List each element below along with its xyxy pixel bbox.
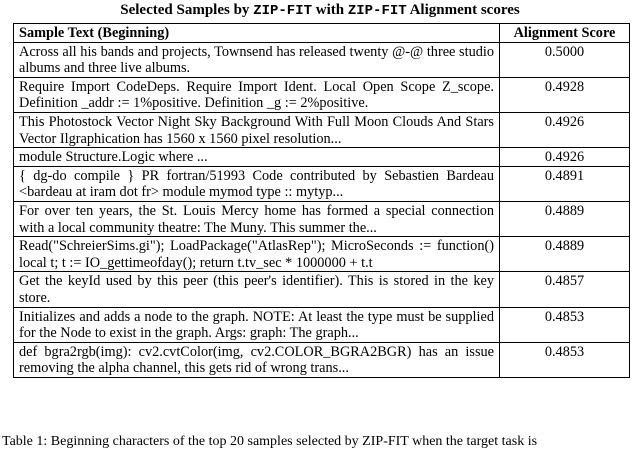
sample-text-cell: For over ten years, the St. Louis Mercy home has formed a special connection with a local community theatre: The Muny. This summer the... <box>14 201 500 236</box>
table-row <box>14 342 630 377</box>
title-suffix: Alignment scores <box>406 2 520 18</box>
sample-text-cell: Initializes and adds a node to the graph. NOTE: At least the type must be supplied for the Node to exist in the graph. Args: graph: The graph... <box>14 307 500 342</box>
table-row <box>14 272 630 307</box>
sample-text-cell: module Structure.Logic where ... <box>14 148 500 167</box>
table-header-row <box>14 24 630 43</box>
samples-table <box>13 23 630 378</box>
alignment-score-cell: 0.4889 <box>500 237 630 272</box>
alignment-score-cell: 0.4926 <box>500 112 630 147</box>
table-row <box>14 42 630 77</box>
title-method-2: ZIP-FIT <box>347 3 407 19</box>
header-sample-text: Sample Text (Beginning) <box>14 24 500 43</box>
alignment-score-cell: 0.4857 <box>500 272 630 307</box>
sample-text-cell: Get the keyId used by this peer (this peer's identifier). This is stored in the key store. <box>14 272 500 307</box>
header-alignment-score: Alignment Score <box>500 24 630 43</box>
title-middle: with <box>312 2 348 18</box>
table-row <box>14 307 630 342</box>
sample-text-cell: def bgra2rgb(img): cv2.cvtColor(img, cv2.COLOR_BGRA2BGR) has an issue removing the alpha channel, this gets rid of wrong trans... <box>14 342 500 377</box>
table-row <box>14 77 630 112</box>
sample-text-cell: Require Import CodeDeps. Require Import Ident. Local Open Scope Z_scope. Definition _addr := 1%positive. Definition _g := 2%positive. <box>14 77 500 112</box>
alignment-score-cell: 0.4926 <box>500 148 630 167</box>
sample-text-cell: { dg-do compile } PR fortran/51993 Code contributed by Sebastien Bardeau <bardeau at iram dot fr> module mymod type :: mytyp... <box>14 166 500 201</box>
alignment-score-cell: 0.4889 <box>500 201 630 236</box>
title-method-1: ZIP-FIT <box>253 3 312 19</box>
table-row <box>14 112 630 147</box>
table-row <box>14 201 630 236</box>
sample-text-cell: Read("SchreierSims.gi"); LoadPackage("AtlasRep"); MicroSeconds := function() local t; t := IO_gettimeofday(); return t.tv_sec * 1000000 + t.t <box>14 237 500 272</box>
alignment-score-cell: 0.4853 <box>500 342 630 377</box>
sample-text-cell: This Photostock Vector Night Sky Background With Full Moon Clouds And Stars Vector Ilgraphication has 1560 x 1560 pixel resolution... <box>14 112 500 147</box>
table-title <box>0 1 640 20</box>
sample-text-cell: Across all his bands and projects, Townsend has released twenty @-@ three studio albums and three live albums. <box>14 42 500 77</box>
table-row <box>14 237 630 272</box>
title-prefix: Selected Samples by <box>120 2 254 18</box>
alignment-score-cell: 0.4891 <box>500 166 630 201</box>
alignment-score-cell: 0.4928 <box>500 77 630 112</box>
table-row <box>14 148 630 167</box>
table-row <box>14 166 630 201</box>
table-caption: Table 1: Beginning characters of the top 20 samples selected by ZIP-FIT when the target task is <box>2 434 538 449</box>
alignment-score-cell: 0.5000 <box>500 42 630 77</box>
alignment-score-cell: 0.4853 <box>500 307 630 342</box>
